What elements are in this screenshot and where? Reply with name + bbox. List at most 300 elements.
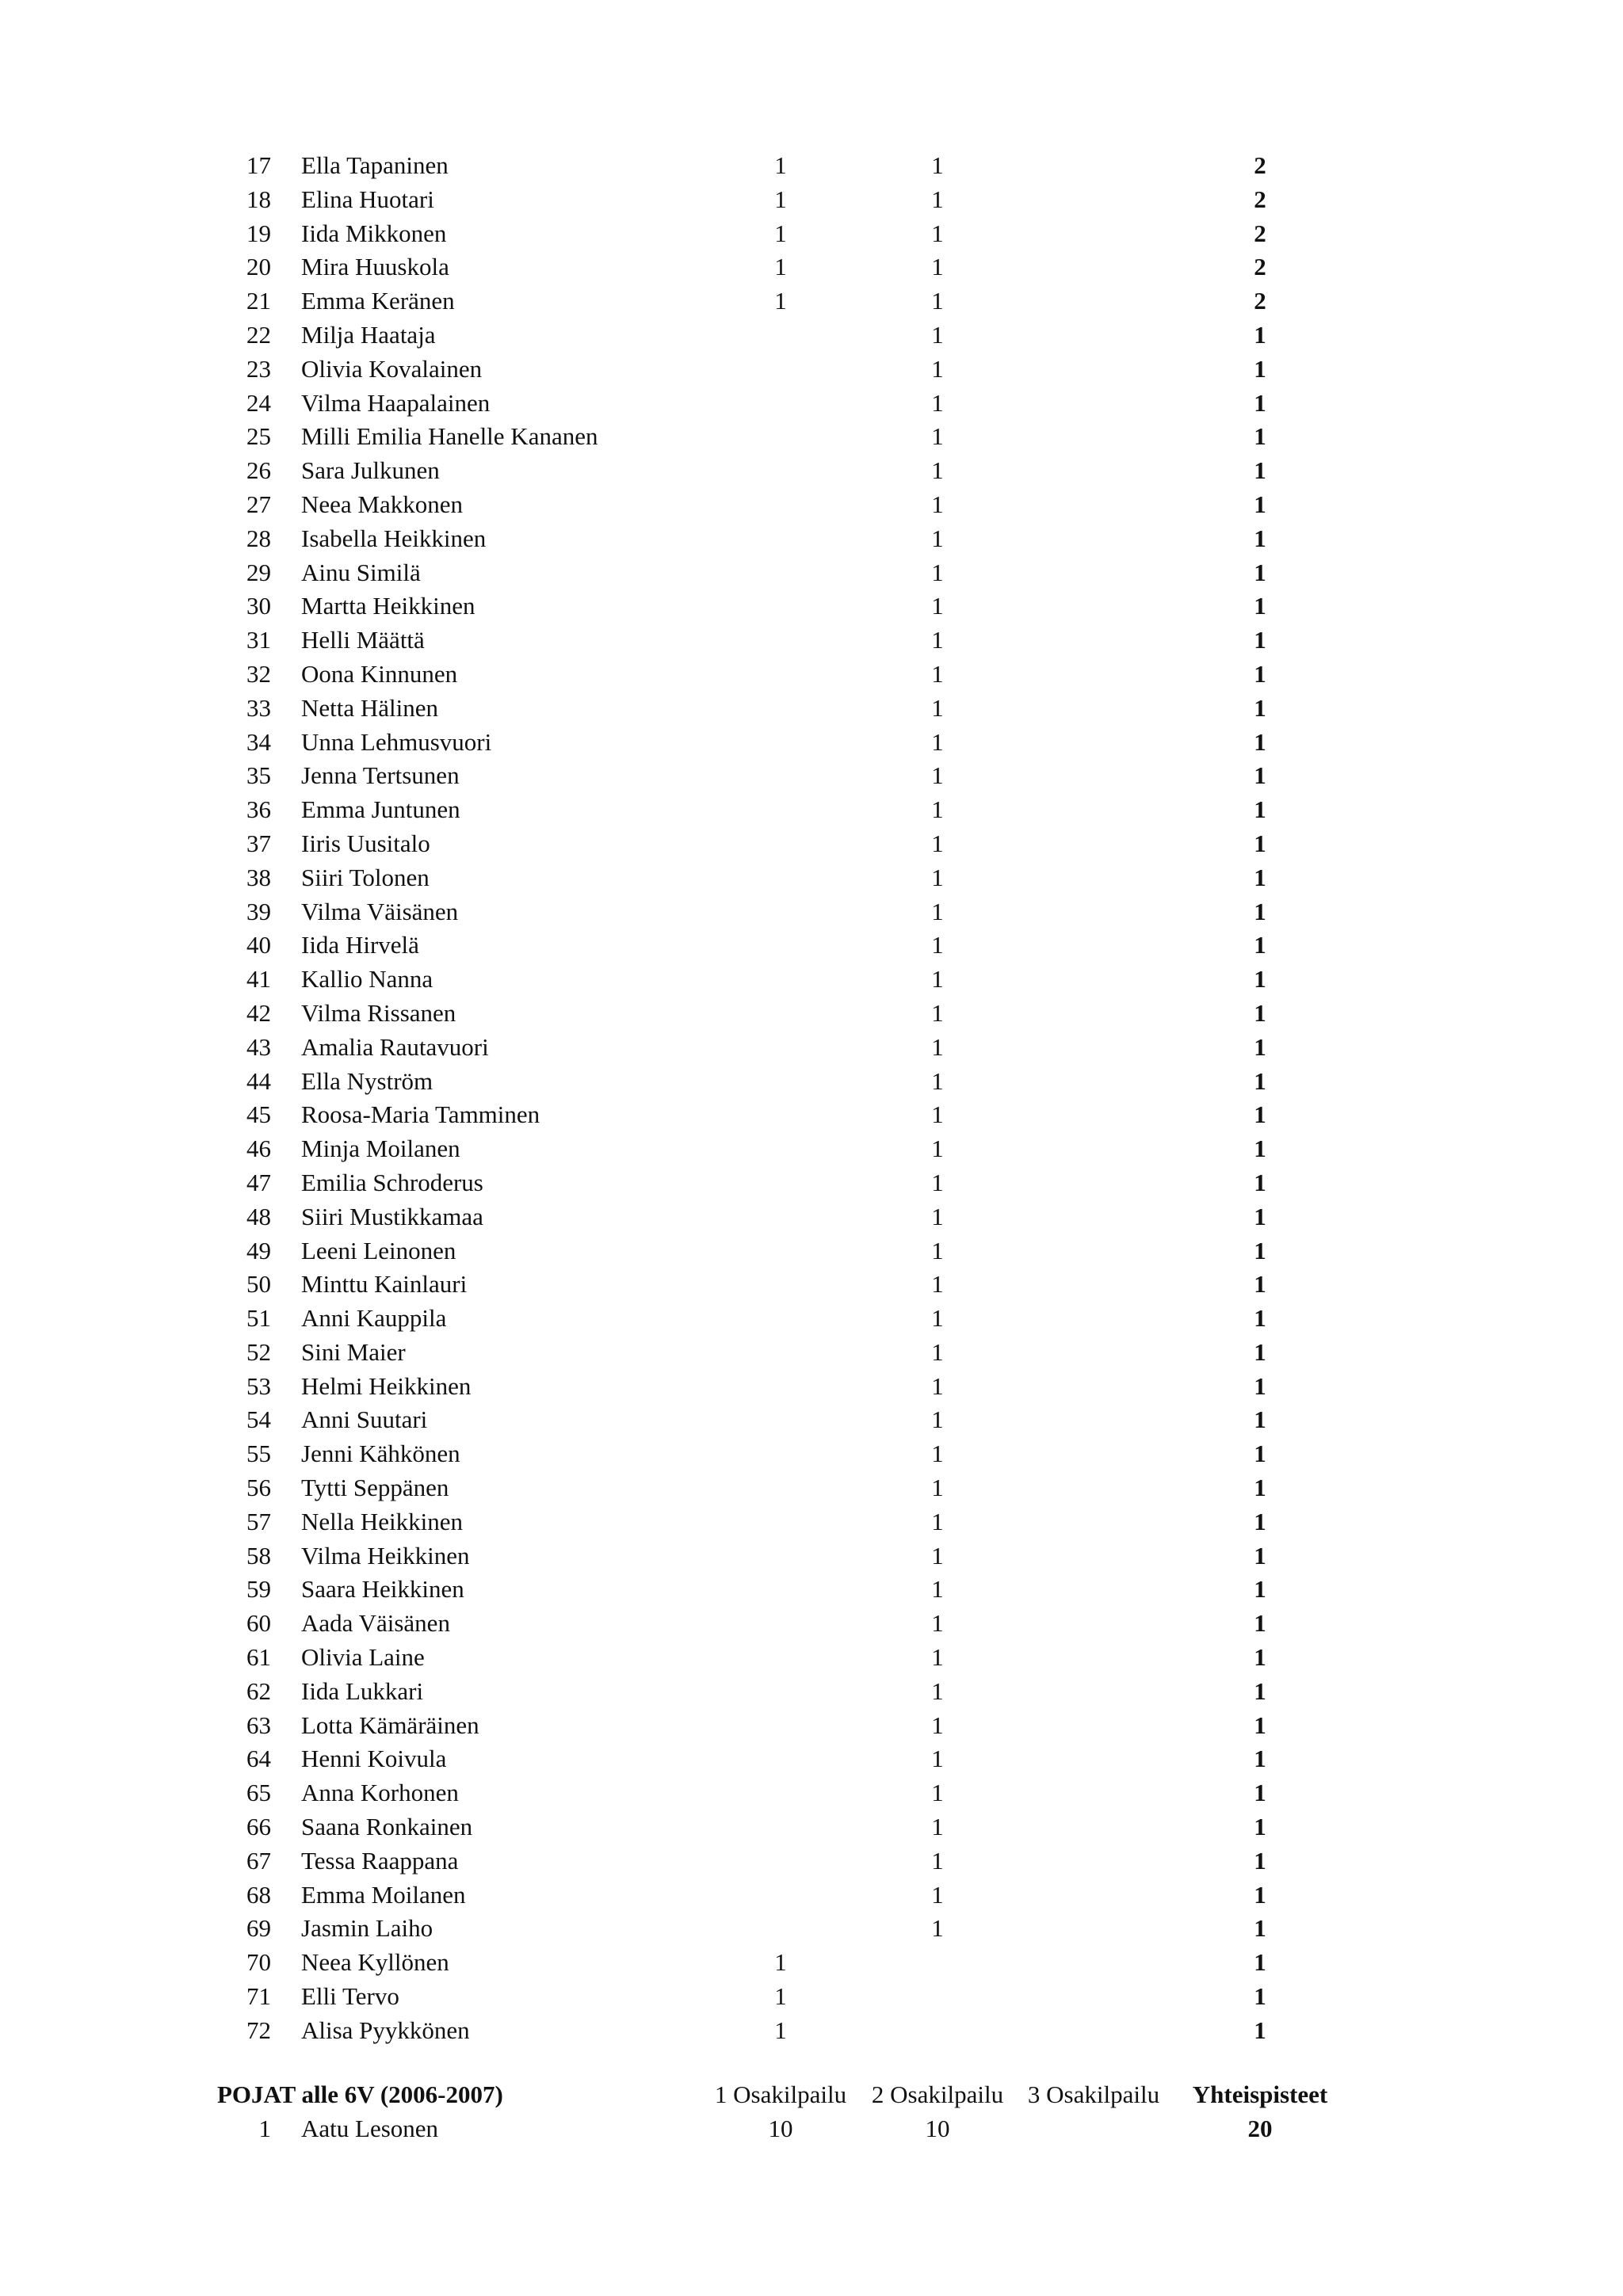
athlete-name: Netta Hälinen — [301, 693, 439, 722]
athlete-name: Saara Heikkinen — [301, 1575, 464, 1604]
result-row — [0, 2014, 1623, 2048]
total-points: 1 — [1254, 1100, 1266, 1129]
athlete-name: Olivia Kovalainen — [301, 354, 483, 383]
boys-section — [0, 2077, 1623, 2146]
total-points: 1 — [1254, 1270, 1266, 1299]
athlete-name: Siiri Mustikkamaa — [301, 1202, 483, 1230]
competition-2-points: 1 — [931, 1575, 944, 1604]
athlete-name: Martta Heikkinen — [301, 592, 475, 620]
total-points: 20 — [1247, 2115, 1273, 2142]
total-points: 1 — [1254, 524, 1266, 552]
rank-cell: 32 — [246, 659, 271, 688]
result-row — [0, 1539, 1623, 1573]
rank-cell: 49 — [246, 1236, 271, 1264]
result-row — [0, 1675, 1623, 1709]
total-points: 1 — [1254, 931, 1266, 959]
competition-2-points: 1 — [931, 931, 944, 959]
competition-1-points: 1 — [774, 2016, 787, 2044]
column-header-competition-3: 3 Osakilpailu — [1027, 2081, 1160, 2108]
competition-2-points: 1 — [931, 1066, 944, 1095]
rank-cell: 33 — [246, 693, 271, 722]
athlete-name: Kallio Nanna — [301, 965, 433, 994]
result-row — [0, 759, 1623, 793]
result-row — [0, 1065, 1623, 1099]
rank-cell: 23 — [246, 354, 271, 383]
total-points: 1 — [1254, 863, 1266, 891]
result-row — [0, 1641, 1623, 1675]
competition-2-points: 1 — [931, 1135, 944, 1163]
result-row — [0, 1098, 1623, 1132]
competition-2-points: 1 — [931, 965, 944, 994]
total-points: 1 — [1254, 1440, 1266, 1468]
total-points: 2 — [1254, 253, 1266, 281]
athlete-name: Helmi Heikkinen — [301, 1371, 472, 1400]
rank-cell: 18 — [246, 185, 271, 213]
athlete-name: Roosa-Maria Tamminen — [301, 1100, 540, 1129]
competition-2-points: 1 — [931, 558, 944, 586]
competition-1-points: 1 — [774, 287, 787, 315]
competition-1-points: 1 — [774, 1982, 787, 2011]
result-row — [0, 1336, 1623, 1370]
competition-1-points: 1 — [774, 219, 787, 247]
athlete-name: Neea Makkonen — [301, 490, 463, 518]
competition-2-points: 1 — [931, 727, 944, 756]
total-points: 1 — [1254, 1914, 1266, 1943]
total-points: 1 — [1254, 1813, 1266, 1841]
competition-2-points: 1 — [931, 1779, 944, 1807]
competition-2-points: 1 — [931, 219, 944, 247]
rank-cell: 59 — [246, 1575, 271, 1604]
result-row — [0, 997, 1623, 1031]
athlete-name: Emilia Schroderus — [301, 1168, 483, 1196]
competition-2-points: 1 — [931, 863, 944, 891]
result-row — [0, 318, 1623, 353]
result-row — [0, 1980, 1623, 2014]
athlete-name: Jenni Kähkönen — [301, 1440, 460, 1468]
competition-2-points: 1 — [931, 1236, 944, 1264]
rank-cell: 42 — [246, 998, 271, 1027]
competition-2-points: 1 — [931, 1745, 944, 1773]
competition-2-points: 1 — [931, 354, 944, 383]
total-points: 1 — [1254, 1405, 1266, 1434]
competition-2-points: 1 — [931, 1474, 944, 1502]
athlete-name: Lotta Kämäräinen — [301, 1711, 479, 1739]
total-points: 1 — [1254, 998, 1266, 1027]
result-row — [0, 284, 1623, 318]
result-row — [0, 1912, 1623, 1946]
section-title: POJAT alle 6V (2006-2007) — [217, 2081, 503, 2108]
competition-2-points: 1 — [931, 1304, 944, 1333]
rank-cell: 46 — [246, 1135, 271, 1163]
result-row — [0, 250, 1623, 284]
rank-cell: 52 — [246, 1337, 271, 1366]
competition-2-points: 1 — [931, 151, 944, 179]
competition-2-points: 1 — [931, 490, 944, 518]
competition-2-points: 1 — [931, 829, 944, 857]
athlete-name: Anni Kauppila — [301, 1304, 447, 1333]
result-row — [0, 1200, 1623, 1234]
competition-2-points: 1 — [931, 185, 944, 213]
result-row — [0, 1742, 1623, 1776]
competition-2-points: 1 — [931, 592, 944, 620]
athlete-name: Iiris Uusitalo — [301, 829, 430, 857]
result-row — [0, 1709, 1623, 1743]
result-row — [0, 556, 1623, 590]
result-row — [0, 522, 1623, 556]
column-header-total-points: Yhteispisteet — [1192, 2081, 1328, 2108]
rank-cell: 30 — [246, 592, 271, 620]
total-points: 1 — [1254, 558, 1266, 586]
rank-cell: 36 — [246, 795, 271, 824]
result-row — [0, 624, 1623, 658]
total-points: 1 — [1254, 1880, 1266, 1909]
athlete-name: Vilma Heikkinen — [301, 1541, 470, 1569]
result-row — [0, 895, 1623, 929]
rank-cell: 20 — [246, 253, 271, 281]
competition-1-points: 1 — [774, 253, 787, 281]
competition-2-points: 1 — [931, 761, 944, 790]
rank-cell: 50 — [246, 1270, 271, 1299]
competition-2-points: 1 — [931, 1337, 944, 1366]
athlete-name: Isabella Heikkinen — [301, 524, 487, 552]
athlete-name: Aada Väisänen — [301, 1609, 450, 1638]
competition-2-points: 1 — [931, 456, 944, 485]
total-points: 1 — [1254, 1304, 1266, 1333]
athlete-name: Emma Juntunen — [301, 795, 460, 824]
total-points: 2 — [1254, 287, 1266, 315]
competition-2-points: 1 — [931, 1440, 944, 1468]
rank-cell: 38 — [246, 863, 271, 891]
rank-cell: 35 — [246, 761, 271, 790]
result-row — [0, 387, 1623, 421]
rank-cell: 17 — [246, 151, 271, 179]
result-row — [0, 1370, 1623, 1404]
rank-cell: 53 — [246, 1371, 271, 1400]
total-points: 1 — [1254, 1676, 1266, 1705]
athlete-name: Minja Moilanen — [301, 1135, 460, 1163]
rank-cell: 25 — [246, 422, 271, 451]
total-points: 1 — [1254, 1846, 1266, 1875]
athlete-name: Oona Kinnunen — [301, 659, 458, 688]
rank-cell: 40 — [246, 931, 271, 959]
result-row — [0, 1471, 1623, 1505]
result-row — [0, 1607, 1623, 1641]
total-points: 1 — [1254, 829, 1266, 857]
athlete-name: Mira Huuskola — [301, 253, 449, 281]
result-row — [0, 1437, 1623, 1471]
competition-2-points: 1 — [931, 253, 944, 281]
athlete-name: Sini Maier — [301, 1337, 406, 1366]
rank-cell: 28 — [246, 524, 271, 552]
result-row — [0, 1268, 1623, 1302]
competition-2-points: 1 — [931, 1609, 944, 1638]
athlete-name: Alisa Pyykkönen — [301, 2016, 470, 2044]
total-points: 1 — [1254, 965, 1266, 994]
competition-2-points: 1 — [931, 1880, 944, 1909]
result-row — [0, 1403, 1623, 1437]
athlete-name: Leeni Leinonen — [301, 1236, 456, 1264]
total-points: 1 — [1254, 1541, 1266, 1569]
rank-cell: 39 — [246, 897, 271, 925]
athlete-name: Minttu Kainlauri — [301, 1270, 468, 1299]
result-row — [0, 963, 1623, 997]
result-row — [0, 1505, 1623, 1539]
total-points: 1 — [1254, 1236, 1266, 1264]
rank-cell: 47 — [246, 1168, 271, 1196]
rank-cell: 24 — [246, 388, 271, 417]
result-row — [0, 793, 1623, 827]
rank-cell: 19 — [246, 219, 271, 247]
total-points: 1 — [1254, 1337, 1266, 1366]
rank-cell: 70 — [246, 1948, 271, 1977]
competition-2-points: 1 — [931, 1405, 944, 1434]
girls-results-table — [0, 149, 1623, 2048]
total-points: 1 — [1254, 1745, 1266, 1773]
competition-2-points: 1 — [931, 897, 944, 925]
total-points: 1 — [1254, 456, 1266, 485]
rank-cell: 72 — [246, 2016, 271, 2044]
competition-2-points: 1 — [931, 693, 944, 722]
competition-2-points: 1 — [931, 1846, 944, 1875]
result-row — [0, 1844, 1623, 1878]
result-row — [0, 420, 1623, 454]
competition-2-points: 1 — [931, 1507, 944, 1535]
rank-cell: 34 — [246, 727, 271, 756]
competition-2-points: 1 — [931, 1100, 944, 1129]
athlete-name: Helli Määttä — [301, 626, 425, 654]
total-points: 1 — [1254, 897, 1266, 925]
competition-2-points: 1 — [931, 1168, 944, 1196]
total-points: 1 — [1254, 592, 1266, 620]
rank-cell: 27 — [246, 490, 271, 518]
result-row — [0, 2112, 1623, 2146]
athlete-name: Ella Tapaninen — [301, 151, 449, 179]
result-row — [0, 183, 1623, 217]
athlete-name: Siiri Tolonen — [301, 863, 430, 891]
result-row — [0, 454, 1623, 488]
competition-2-points: 10 — [925, 2115, 950, 2142]
competition-2-points: 1 — [931, 659, 944, 688]
total-points: 1 — [1254, 1711, 1266, 1739]
athlete-name: Iida Lukkari — [301, 1676, 424, 1705]
athlete-name: Jasmin Laiho — [301, 1914, 433, 1943]
total-points: 2 — [1254, 151, 1266, 179]
competition-2-points: 1 — [931, 1270, 944, 1299]
competition-2-points: 1 — [931, 1813, 944, 1841]
athlete-name: Milja Haataja — [301, 320, 436, 349]
total-points: 1 — [1254, 1609, 1266, 1638]
total-points: 1 — [1254, 422, 1266, 451]
athlete-name: Ella Nyström — [301, 1066, 433, 1095]
athlete-name: Henni Koivula — [301, 1745, 447, 1773]
athlete-name: Tessa Raappana — [301, 1846, 459, 1875]
competition-1-points: 10 — [768, 2115, 793, 2142]
result-row — [0, 692, 1623, 726]
rank-cell: 44 — [246, 1066, 271, 1095]
rank-cell: 60 — [246, 1609, 271, 1638]
result-row — [0, 353, 1623, 387]
rank-cell: 67 — [246, 1846, 271, 1875]
rank-cell: 68 — [246, 1880, 271, 1909]
competition-1-points: 1 — [774, 151, 787, 179]
rank-cell: 45 — [246, 1100, 271, 1129]
result-row — [0, 589, 1623, 624]
rank-cell: 56 — [246, 1474, 271, 1502]
total-points: 1 — [1254, 1779, 1266, 1807]
rank-cell: 62 — [246, 1676, 271, 1705]
competition-2-points: 1 — [931, 524, 944, 552]
result-row — [0, 1302, 1623, 1336]
total-points: 1 — [1254, 727, 1266, 756]
rank-cell: 66 — [246, 1813, 271, 1841]
rank-cell: 63 — [246, 1711, 271, 1739]
competition-2-points: 1 — [931, 1711, 944, 1739]
column-header-competition-2: 2 Osakilpailu — [871, 2081, 1004, 2108]
athlete-name: Unna Lehmusvuori — [301, 727, 492, 756]
rank-cell: 51 — [246, 1304, 271, 1333]
athlete-name: Neea Kyllönen — [301, 1948, 449, 1977]
athlete-name: Iida Mikkonen — [301, 219, 447, 247]
athlete-name: Iida Hirvelä — [301, 931, 419, 959]
athlete-name: Anna Korhonen — [301, 1779, 459, 1807]
result-row — [0, 1776, 1623, 1810]
athlete-name: Vilma Väisänen — [301, 897, 459, 925]
rank-cell: 54 — [246, 1405, 271, 1434]
rank-cell: 58 — [246, 1541, 271, 1569]
competition-2-points: 1 — [931, 1676, 944, 1705]
result-row — [0, 827, 1623, 861]
competition-1-points: 1 — [774, 185, 787, 213]
rank-cell: 31 — [246, 626, 271, 654]
rank-cell: 71 — [246, 1982, 271, 2011]
athlete-name: Nella Heikkinen — [301, 1507, 464, 1535]
athlete-name: Elina Huotari — [301, 185, 434, 213]
competition-2-points: 1 — [931, 388, 944, 417]
total-points: 1 — [1254, 1982, 1266, 2011]
athlete-name: Emma Keränen — [301, 287, 455, 315]
total-points: 1 — [1254, 1066, 1266, 1095]
total-points: 1 — [1254, 1948, 1266, 1977]
rank-cell: 41 — [246, 965, 271, 994]
result-row — [0, 1878, 1623, 1913]
total-points: 2 — [1254, 219, 1266, 247]
rank-cell: 26 — [246, 456, 271, 485]
competition-2-points: 1 — [931, 320, 944, 349]
athlete-name: Vilma Rissanen — [301, 998, 456, 1027]
athlete-name: Aatu Lesonen — [301, 2115, 439, 2142]
total-points: 1 — [1254, 1474, 1266, 1502]
result-row — [0, 488, 1623, 522]
column-header-competition-1: 1 Osakilpailu — [714, 2081, 847, 2108]
total-points: 2 — [1254, 185, 1266, 213]
result-row — [0, 1234, 1623, 1268]
total-points: 1 — [1254, 1135, 1266, 1163]
rank-cell: 55 — [246, 1440, 271, 1468]
total-points: 1 — [1254, 1507, 1266, 1535]
rank-cell: 22 — [246, 320, 271, 349]
rank-cell: 65 — [246, 1779, 271, 1807]
rank-cell: 21 — [246, 287, 271, 315]
athlete-name: Amalia Rautavuori — [301, 1032, 489, 1061]
athlete-name: Ainu Similä — [301, 558, 421, 586]
rank-cell: 69 — [246, 1914, 271, 1943]
competition-2-points: 1 — [931, 1371, 944, 1400]
athlete-name: Anni Suutari — [301, 1405, 428, 1434]
result-row — [0, 1810, 1623, 1844]
total-points: 1 — [1254, 388, 1266, 417]
result-row — [0, 861, 1623, 895]
result-row — [0, 1166, 1623, 1200]
total-points: 1 — [1254, 1575, 1266, 1604]
result-row — [0, 658, 1623, 692]
rank-cell: 61 — [246, 1643, 271, 1672]
result-row — [0, 149, 1623, 183]
result-row — [0, 1132, 1623, 1166]
athlete-name: Sara Julkunen — [301, 456, 440, 485]
result-row — [0, 1031, 1623, 1065]
total-points: 1 — [1254, 1032, 1266, 1061]
athlete-name: Tytti Seppänen — [301, 1474, 449, 1502]
competition-2-points: 1 — [931, 422, 944, 451]
result-row — [0, 217, 1623, 251]
competition-2-points: 1 — [931, 1541, 944, 1569]
total-points: 1 — [1254, 354, 1266, 383]
total-points: 1 — [1254, 761, 1266, 790]
rank-cell: 64 — [246, 1745, 271, 1773]
total-points: 1 — [1254, 659, 1266, 688]
athlete-name: Jenna Tertsunen — [301, 761, 460, 790]
competition-2-points: 1 — [931, 1032, 944, 1061]
boys-section-header — [0, 2077, 1623, 2112]
competition-2-points: 1 — [931, 1643, 944, 1672]
result-row — [0, 929, 1623, 963]
total-points: 1 — [1254, 2016, 1266, 2044]
rank-cell: 48 — [246, 1202, 271, 1230]
total-points: 1 — [1254, 490, 1266, 518]
rank-cell: 1 — [258, 2115, 271, 2142]
total-points: 1 — [1254, 1202, 1266, 1230]
total-points: 1 — [1254, 1643, 1266, 1672]
athlete-name: Vilma Haapalainen — [301, 388, 491, 417]
rank-cell: 43 — [246, 1032, 271, 1061]
athlete-name: Emma Moilanen — [301, 1880, 466, 1909]
athlete-name: Saana Ronkainen — [301, 1813, 473, 1841]
competition-2-points: 1 — [931, 626, 944, 654]
competition-2-points: 1 — [931, 1914, 944, 1943]
rank-cell: 29 — [246, 558, 271, 586]
competition-2-points: 1 — [931, 1202, 944, 1230]
result-row — [0, 1946, 1623, 1980]
total-points: 1 — [1254, 1168, 1266, 1196]
total-points: 1 — [1254, 626, 1266, 654]
athlete-name: Milli Emilia Hanelle Kananen — [301, 422, 598, 451]
result-row — [0, 726, 1623, 760]
competition-2-points: 1 — [931, 287, 944, 315]
competition-1-points: 1 — [774, 1948, 787, 1977]
total-points: 1 — [1254, 320, 1266, 349]
boys-results-table — [0, 2112, 1623, 2146]
total-points: 1 — [1254, 1371, 1266, 1400]
athlete-name: Olivia Laine — [301, 1643, 425, 1672]
rank-cell: 37 — [246, 829, 271, 857]
rank-cell: 57 — [246, 1507, 271, 1535]
athlete-name: Elli Tervo — [301, 1982, 399, 2011]
competition-2-points: 1 — [931, 998, 944, 1027]
competition-2-points: 1 — [931, 795, 944, 824]
total-points: 1 — [1254, 693, 1266, 722]
result-row — [0, 1573, 1623, 1607]
total-points: 1 — [1254, 795, 1266, 824]
